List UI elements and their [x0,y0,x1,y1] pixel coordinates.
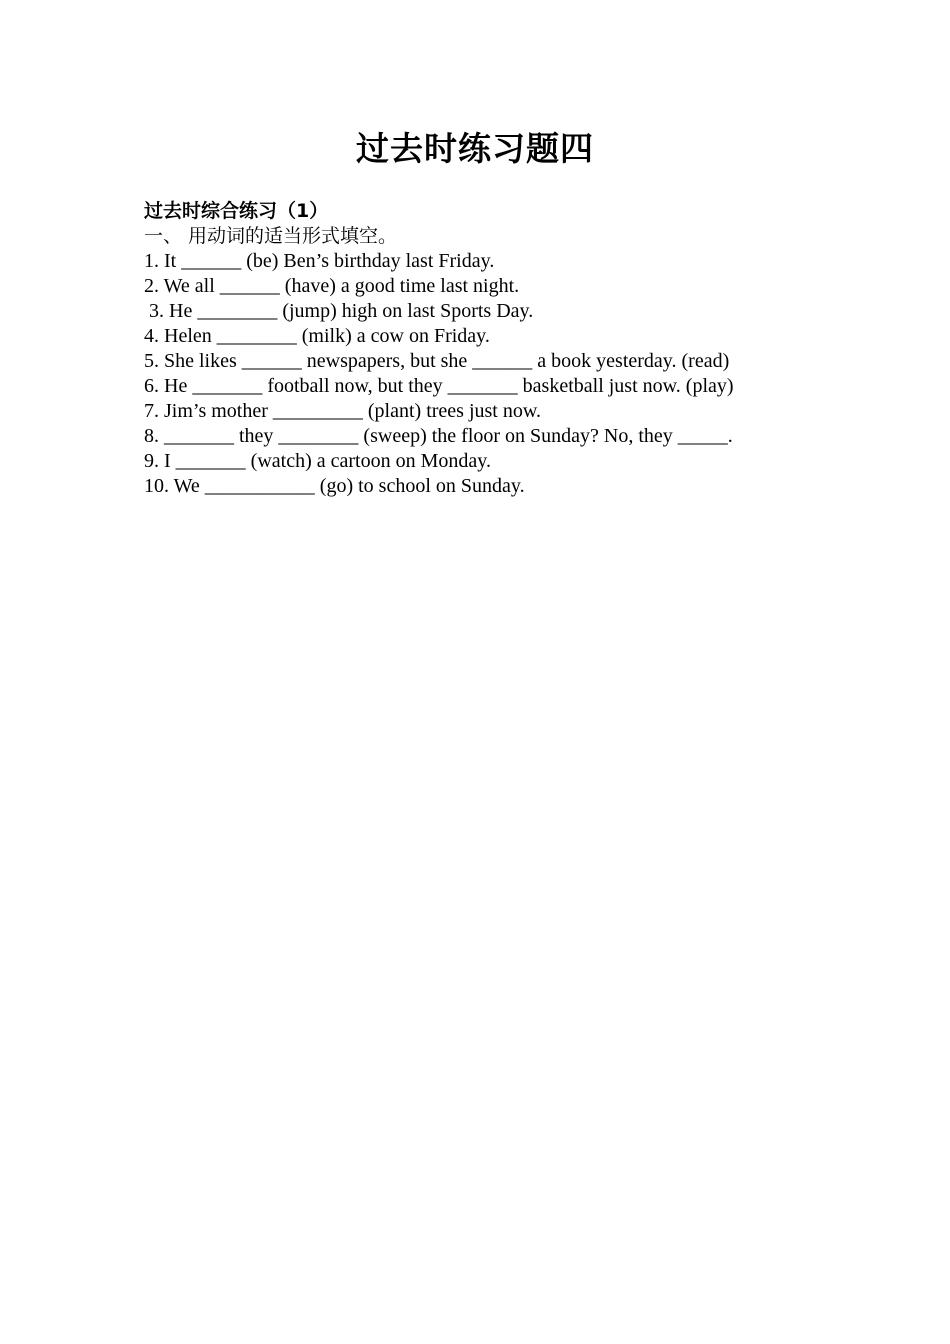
exercise-item-7: 7. Jim’s mother _________ (plant) trees just now. [144,400,541,422]
exercise-item-6: 6. He _______ football now, but they _______ basketball just now. (play) [144,375,734,397]
exercise-item-8: 8. _______ they ________ (sweep) the floor on Sunday? No, they _____. [144,425,733,447]
section-heading: 过去时综合练习（1） [144,200,329,222]
exercise-item-9: 9. I _______ (watch) a cartoon on Monday. [144,450,491,472]
exercise-instruction: 一、 用动词的适当形式填空。 [144,225,398,247]
exercise-section [144,199,844,499]
exercise-item-4: 4. Helen ________ (milk) a cow on Friday. [144,325,490,347]
exercise-item-10: 10. We ___________ (go) to school on Sunday. [144,475,525,497]
page-title: 过去时练习题四 [356,129,594,168]
exercise-item-5: 5. She likes ______ newspapers, but she ______ a book yesterday. (read) [144,350,730,372]
exercise-item-1: 1. It ______ (be) Ben’s birthday last Friday. [144,250,495,272]
exercise-item-3: 3. He ________ (jump) high on last Sports Day. [144,300,534,322]
exercise-item-2: 2. We all ______ (have) a good time last night. [144,275,520,297]
